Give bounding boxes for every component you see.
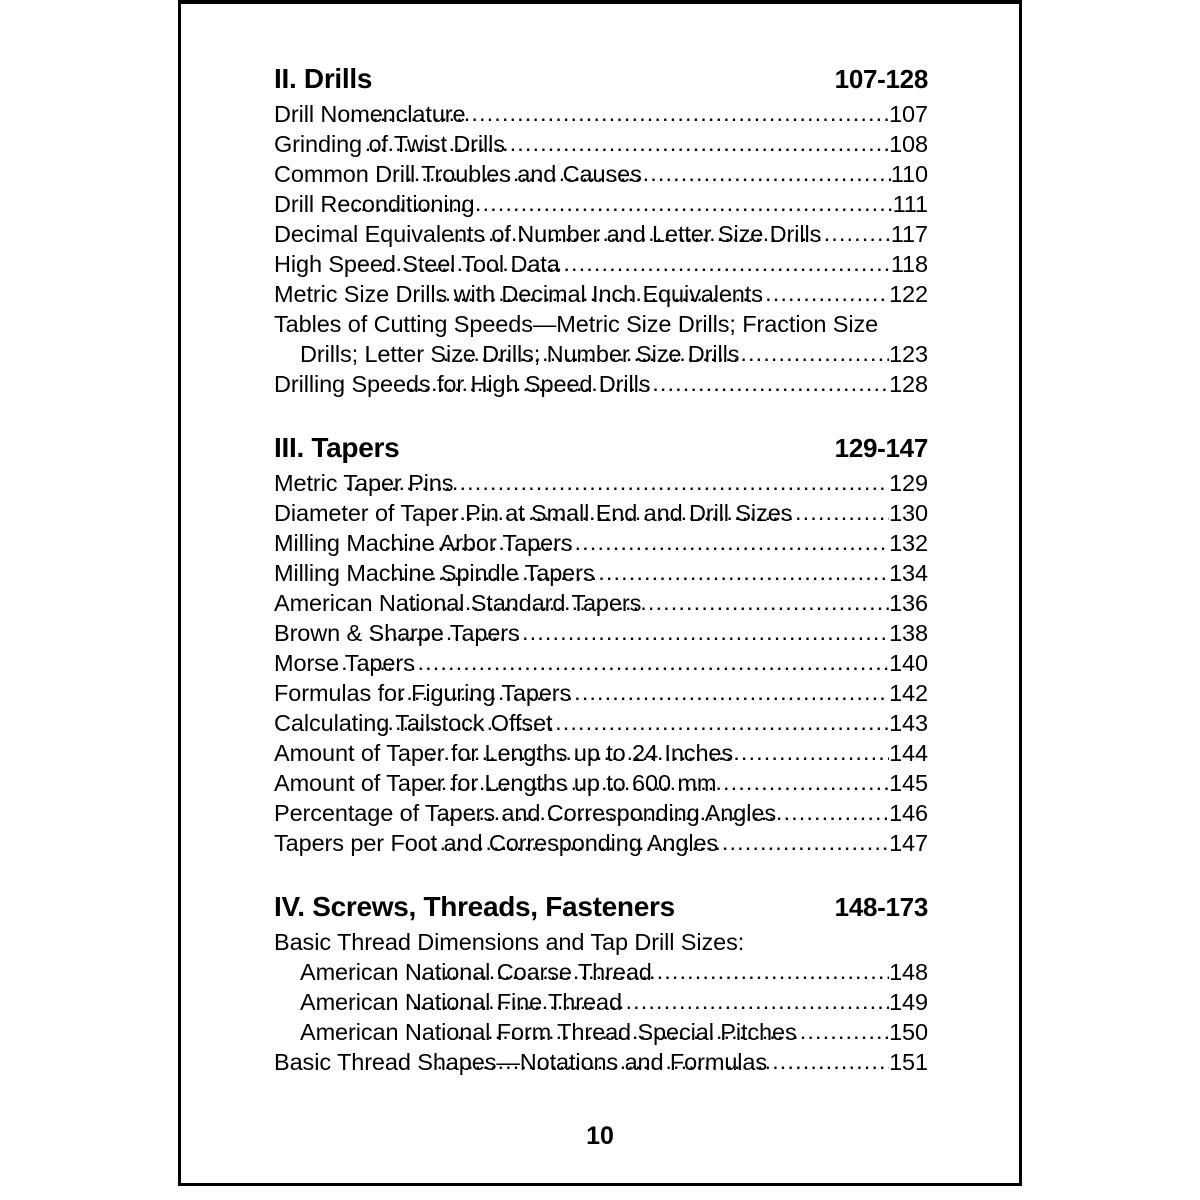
toc-entry-title: Basic Thread Dimensions and Tap Drill Sizes:	[274, 929, 745, 955]
toc-entry-page: 110	[890, 161, 928, 187]
dot-leader	[365, 128, 889, 158]
toc-entry-title: Diameter of Taper Pin at Small End and Drill Sizes	[274, 500, 799, 526]
toc-entry-title: Calculating Tailstock Offset	[274, 710, 559, 736]
toc-entry-title: Brown & Sharpe Tapers	[274, 620, 527, 646]
toc-section	[274, 62, 928, 399]
dot-leader	[420, 956, 889, 986]
dot-leader	[444, 497, 889, 527]
toc-entry-title: Metric Size Drills with Decimal Inch Equivalents	[274, 281, 770, 307]
toc-entry-page: 132	[889, 530, 928, 556]
toc-entry[interactable]	[274, 708, 928, 738]
toc-entry-page: 108	[889, 131, 928, 157]
toc-entry-page: 140	[889, 650, 928, 676]
toc-entry-title: Formulas for Figuring Tapers	[274, 680, 572, 706]
dot-leader	[380, 707, 889, 737]
toc-entry-title: Grinding of Twist Drills	[274, 131, 512, 157]
toc-entry[interactable]	[274, 678, 928, 708]
section-page-range: 129-147	[834, 433, 928, 463]
section-title: IV. Screws, Threads, Fasteners	[274, 891, 675, 922]
toc-entry[interactable]	[274, 339, 928, 369]
section-heading	[274, 890, 928, 924]
toc-entry-line: Tables of Cutting Speeds—Metric Size Drills; Fraction Size	[274, 311, 879, 337]
toc-entry-page: 144	[889, 740, 928, 766]
toc-entry[interactable]	[274, 1047, 928, 1077]
dot-leader	[440, 797, 889, 827]
toc-entry[interactable]	[274, 768, 928, 798]
toc-section	[274, 431, 928, 858]
toc-entry-title: American National Standard Tapers	[274, 590, 642, 616]
toc-entry-page: 128	[889, 371, 928, 397]
toc-entry-page: 130	[889, 500, 928, 526]
toc-entry-page: 150	[889, 1019, 928, 1045]
toc-entry-page: 134	[889, 560, 928, 586]
toc-entry-page: 149	[889, 989, 928, 1015]
toc-entry-title: High Speed Steel Tool Data	[274, 251, 560, 277]
dot-leader	[369, 617, 889, 647]
toc-entry-page: 118	[890, 251, 928, 277]
dot-leader	[349, 98, 889, 128]
dot-leader	[404, 587, 889, 617]
toc-entry-title: Drilling Speeds for High Speed Drills	[274, 371, 657, 397]
toc-entry[interactable]	[274, 798, 928, 828]
toc-entry-title: Tapers per Foot and Corresponding Angles	[274, 830, 719, 856]
page-number: 10	[586, 1122, 614, 1150]
toc-entry[interactable]	[274, 159, 928, 189]
toc-entry[interactable]	[274, 249, 928, 279]
toc-entry-title: Drill Nomenclature	[274, 101, 466, 127]
section-title: III. Tapers	[274, 432, 400, 463]
toc-entry-title: American National Form Thread Special Pitches	[300, 1019, 797, 1045]
toc-entry-title: Amount of Taper for Lengths up to 600 mm	[274, 770, 723, 796]
toc-entry-page: 107	[889, 101, 928, 127]
toc-entry-title: Drill Reconditioning	[274, 191, 475, 217]
toc-entry-page: 123	[889, 341, 928, 367]
dot-leader	[392, 557, 889, 587]
toc-content	[274, 62, 928, 1077]
dot-leader	[408, 368, 889, 398]
dot-leader	[380, 248, 891, 278]
dot-leader	[353, 188, 893, 218]
dot-leader	[345, 467, 889, 497]
toc-entry[interactable]	[274, 648, 928, 678]
dot-leader	[443, 338, 889, 368]
toc-entry[interactable]	[274, 369, 928, 399]
toc-entry[interactable]	[274, 618, 928, 648]
toc-entry[interactable]	[274, 957, 928, 987]
toc-entry-title: Milling Machine Arbor Tapers	[274, 530, 573, 556]
toc-entry[interactable]	[274, 588, 928, 618]
dot-leader	[456, 1016, 889, 1046]
dot-leader	[412, 986, 889, 1016]
dot-leader	[424, 827, 889, 857]
toc-entry[interactable]	[274, 738, 928, 768]
toc-entry-page: 151	[889, 1049, 928, 1075]
toc-entry-title: Amount of Taper for Lengths up to 24 Inches	[274, 740, 734, 766]
toc-entry[interactable]	[274, 528, 928, 558]
toc-entry-page: 129	[889, 470, 928, 496]
dot-leader	[437, 278, 889, 308]
toc-entry[interactable]	[274, 1017, 928, 1047]
toc-entry-page: 147	[889, 830, 928, 856]
toc-entry-title: Decimal Equivalents of Number and Letter Size Drills	[274, 221, 822, 247]
toc-entry-title: Morse Tapers	[274, 650, 422, 676]
toc-entry-page: 122	[889, 281, 928, 307]
toc-entry-title: Basic Thread Shapes—Notations and Formulas	[274, 1049, 768, 1075]
toc-entry[interactable]	[274, 987, 928, 1017]
toc-entry-page: 111	[892, 191, 928, 217]
toc-entry[interactable]	[274, 219, 928, 249]
toc-entry[interactable]	[274, 498, 928, 528]
toc-entry[interactable]	[274, 279, 928, 309]
toc-entry-page: 142	[889, 680, 928, 706]
toc-entry[interactable]	[274, 189, 928, 219]
toc-entry-page: 138	[889, 620, 928, 646]
toc-entry-title: Metric Taper Pins	[274, 470, 454, 496]
toc-section	[274, 890, 928, 1077]
dot-leader	[428, 737, 889, 767]
toc-entry-title: Percentage of Tapers and Corresponding Angles	[274, 800, 783, 826]
section-heading	[274, 62, 928, 96]
toc-entry-page: 143	[889, 710, 928, 736]
toc-entry-title: American National Coarse Thread	[300, 959, 652, 985]
toc-entry-page: 117	[890, 221, 928, 247]
toc-entry-title: American National Fine Thread	[300, 989, 622, 1015]
toc-entry[interactable]	[274, 468, 928, 498]
dot-leader	[384, 527, 889, 557]
toc-entry-page: 148	[889, 959, 928, 985]
dot-leader	[406, 158, 891, 188]
dot-leader	[334, 647, 890, 677]
toc-entry-page: 145	[889, 770, 928, 796]
toc-entry-title: Common Drill Troubles and Causes	[274, 161, 649, 187]
section-heading	[274, 431, 928, 465]
toc-entry-title: Milling Machine Spindle Tapers	[274, 560, 601, 586]
toc-entry-page: 146	[889, 800, 928, 826]
toc-entry[interactable]	[274, 558, 928, 588]
dot-leader	[426, 767, 890, 797]
section-page-range: 148-173	[834, 892, 928, 922]
toc-entry[interactable]	[274, 828, 928, 858]
toc-entry[interactable]	[274, 99, 928, 129]
toc-entry-title: Drills; Letter Size Drills; Number Size Drills	[300, 341, 740, 367]
toc-entry[interactable]	[274, 129, 928, 159]
section-title: II. Drills	[274, 63, 373, 94]
toc-entry-page: 136	[889, 590, 928, 616]
dot-leader	[437, 1046, 890, 1076]
dot-leader	[383, 677, 889, 707]
dot-leader	[450, 218, 891, 248]
page-sheet	[178, 0, 1022, 1186]
section-page-range: 107-128	[834, 64, 928, 94]
toc-entry[interactable]	[274, 927, 928, 957]
